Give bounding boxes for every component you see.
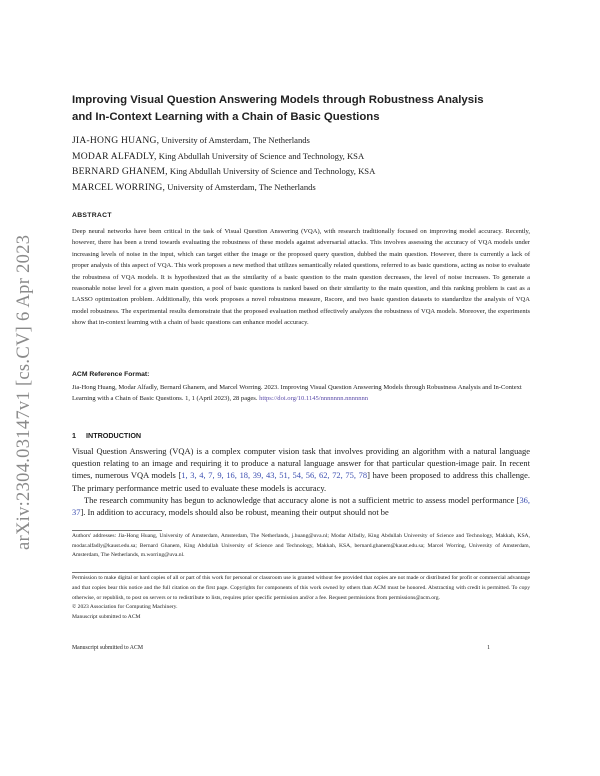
permission-block: [72, 574, 530, 623]
abstract-text: Deep neural networks have been critical in the task of Visual Question Answering (VQA), with research traditionally focused on improving model accuracy. Recently, however, there has been a trend towards evaluating the robustness of these models against adversarial attacks. This involves assessing the accuracy of VQA models under increasing levels of noise in the input, which can target either the image or the proposed query question, dubbed the main question. However, there is currently a lack of proper analysis of this aspect of VQA. This work proposes a new method that utilizes semantically related questions, referred to as basic questions, acting as noise to evaluate the robustness of VQA models. It is hypothesized that as the similarity of a basic question to the main question decreases, the level of noise increases. To generate a reasonable noise level for a given main question, a pool of basic questions is ranked based on their similarity to the main question, and this ranking problem is cast as a LASSO optimization problem. Additionally, this work proposes a novel robustness measure, Rscore, and two basic question datasets to standardize the analysis of VQA model robustness. The experimental results demonstrate that the proposed evaluation method effectively analyzes the robustness of VQA models. Moreover, the experiments show that in-context learning with a chain of basic questions can enhance model accuracy.: [72, 228, 530, 327]
acm-reference-heading: ACM Reference Format:: [72, 371, 150, 378]
acm-reference-text: Jia-Hong Huang, Modar Alfadly, Bernard Ghanem, and Marcel Worring. 2023. Improving Visual Question Answering Models through Robustness Analysis and In-Context Learning with a Chain of Basic Questions. 1, 1 (April 2023), 28 pages. https://doi.org/10.1145/nnnnnnn.nnnnnnn: [72, 384, 522, 403]
author-list: [72, 133, 530, 195]
page-footer: [72, 645, 530, 651]
citation-link[interactable]: 1, 3, 4, 7, 9, 16, 18, 39, 43, 51, 54, 56, 62, 72, 75, 78: [181, 470, 368, 481]
citation-link[interactable]: 36, 37: [72, 494, 530, 518]
manuscript-note: Manuscript submitted to ACM: [72, 614, 141, 621]
footnote-divider: [72, 530, 162, 531]
title-line-2: and In-Context Learning with a Chain of Basic Questions: [72, 111, 380, 123]
author-1: JIA-HONG HUANG, University of Amsterdam, The Netherlands: [72, 135, 310, 146]
authors-addresses-footnote: Authors' addresses: Jia-Hong Huang, University of Amsterdam, Amsterdam, The Netherlands, j.huang@uva.nl; Modar Alfadly, King Abdullah University of Science and Technology, Makkah, KSA, modar.alfadly@kaust.edu.sa; Bernard Ghanem, King Abdullah University of Science and Technology, Makkah, KSA, bernard.ghanem@kaust.edu.sa; Marcel Worring, University of Amsterdam, Amsterdam, The Netherlands, m.worring@uva.nl.: [72, 533, 530, 559]
permission-divider: [72, 572, 530, 573]
arxiv-watermark: arXiv:2304.03147v1 [cs.CV] 6 Apr 2023: [14, 234, 34, 550]
author-3: BERNARD GHANEM, King Abdullah University of Science and Technology, KSA: [72, 166, 376, 177]
paper-title: [72, 92, 530, 126]
author-4: MARCEL WORRING, University of Amsterdam, The Netherlands: [72, 181, 316, 193]
author-2: MODAR ALFADLY, King Abdullah University of Science and Technology, KSA: [72, 150, 365, 162]
introduction-heading: 1 INTRODUCTION: [72, 431, 142, 440]
permission-text: Permission to make digital or hard copies of all or part of this work for personal or classroom use is granted without fee provided that copies are not made or distributed for profit or commercial advantage and that copies bear this notice and the full citation on the first page. Copyrights for components of this work owned by others than ACM must be honored. Abstracting with credit is permitted. To copy otherwise, or republish, to post on servers or to redistribute to lists, requires prior specific permission and/or a fee. Request permissions from permissions@acm.org.: [72, 575, 530, 601]
intro-paragraph-1: Visual Question Answering (VQA) is a complex computer vision task that involves providing an algorithm with a natural language question relating to an image and requiring it to produce a natural language answer for that particular question-image pair. In recent times, numerous VQA models [1, 3, 4, 7, 9, 16, 18, 39, 43, 51, 54, 56, 62, 72, 75, 78] have been proposed to address this challenge. The primary performance metric used to evaluate these models is accuracy.: [72, 446, 531, 493]
title-line-1: Improving Visual Question Answering Models through Robustness Analysis: [72, 94, 484, 106]
doi-link[interactable]: https://doi.org/10.1145/nnnnnnn.nnnnnnn: [259, 395, 369, 403]
page-number: 1: [487, 645, 490, 651]
abstract-heading: ABSTRACT: [72, 212, 112, 219]
footer-manuscript: Manuscript submitted to ACM: [72, 645, 144, 651]
introduction-body: [72, 445, 530, 518]
intro-paragraph-2: The research community has begun to acknowledge that accuracy alone is not a sufficient metric to assess model performance [36, 37]. In addition to accuracy, models should also be robust, meaning their output should not be: [72, 494, 530, 518]
copyright-line: © 2023 Association for Computing Machinery.: [72, 604, 178, 611]
